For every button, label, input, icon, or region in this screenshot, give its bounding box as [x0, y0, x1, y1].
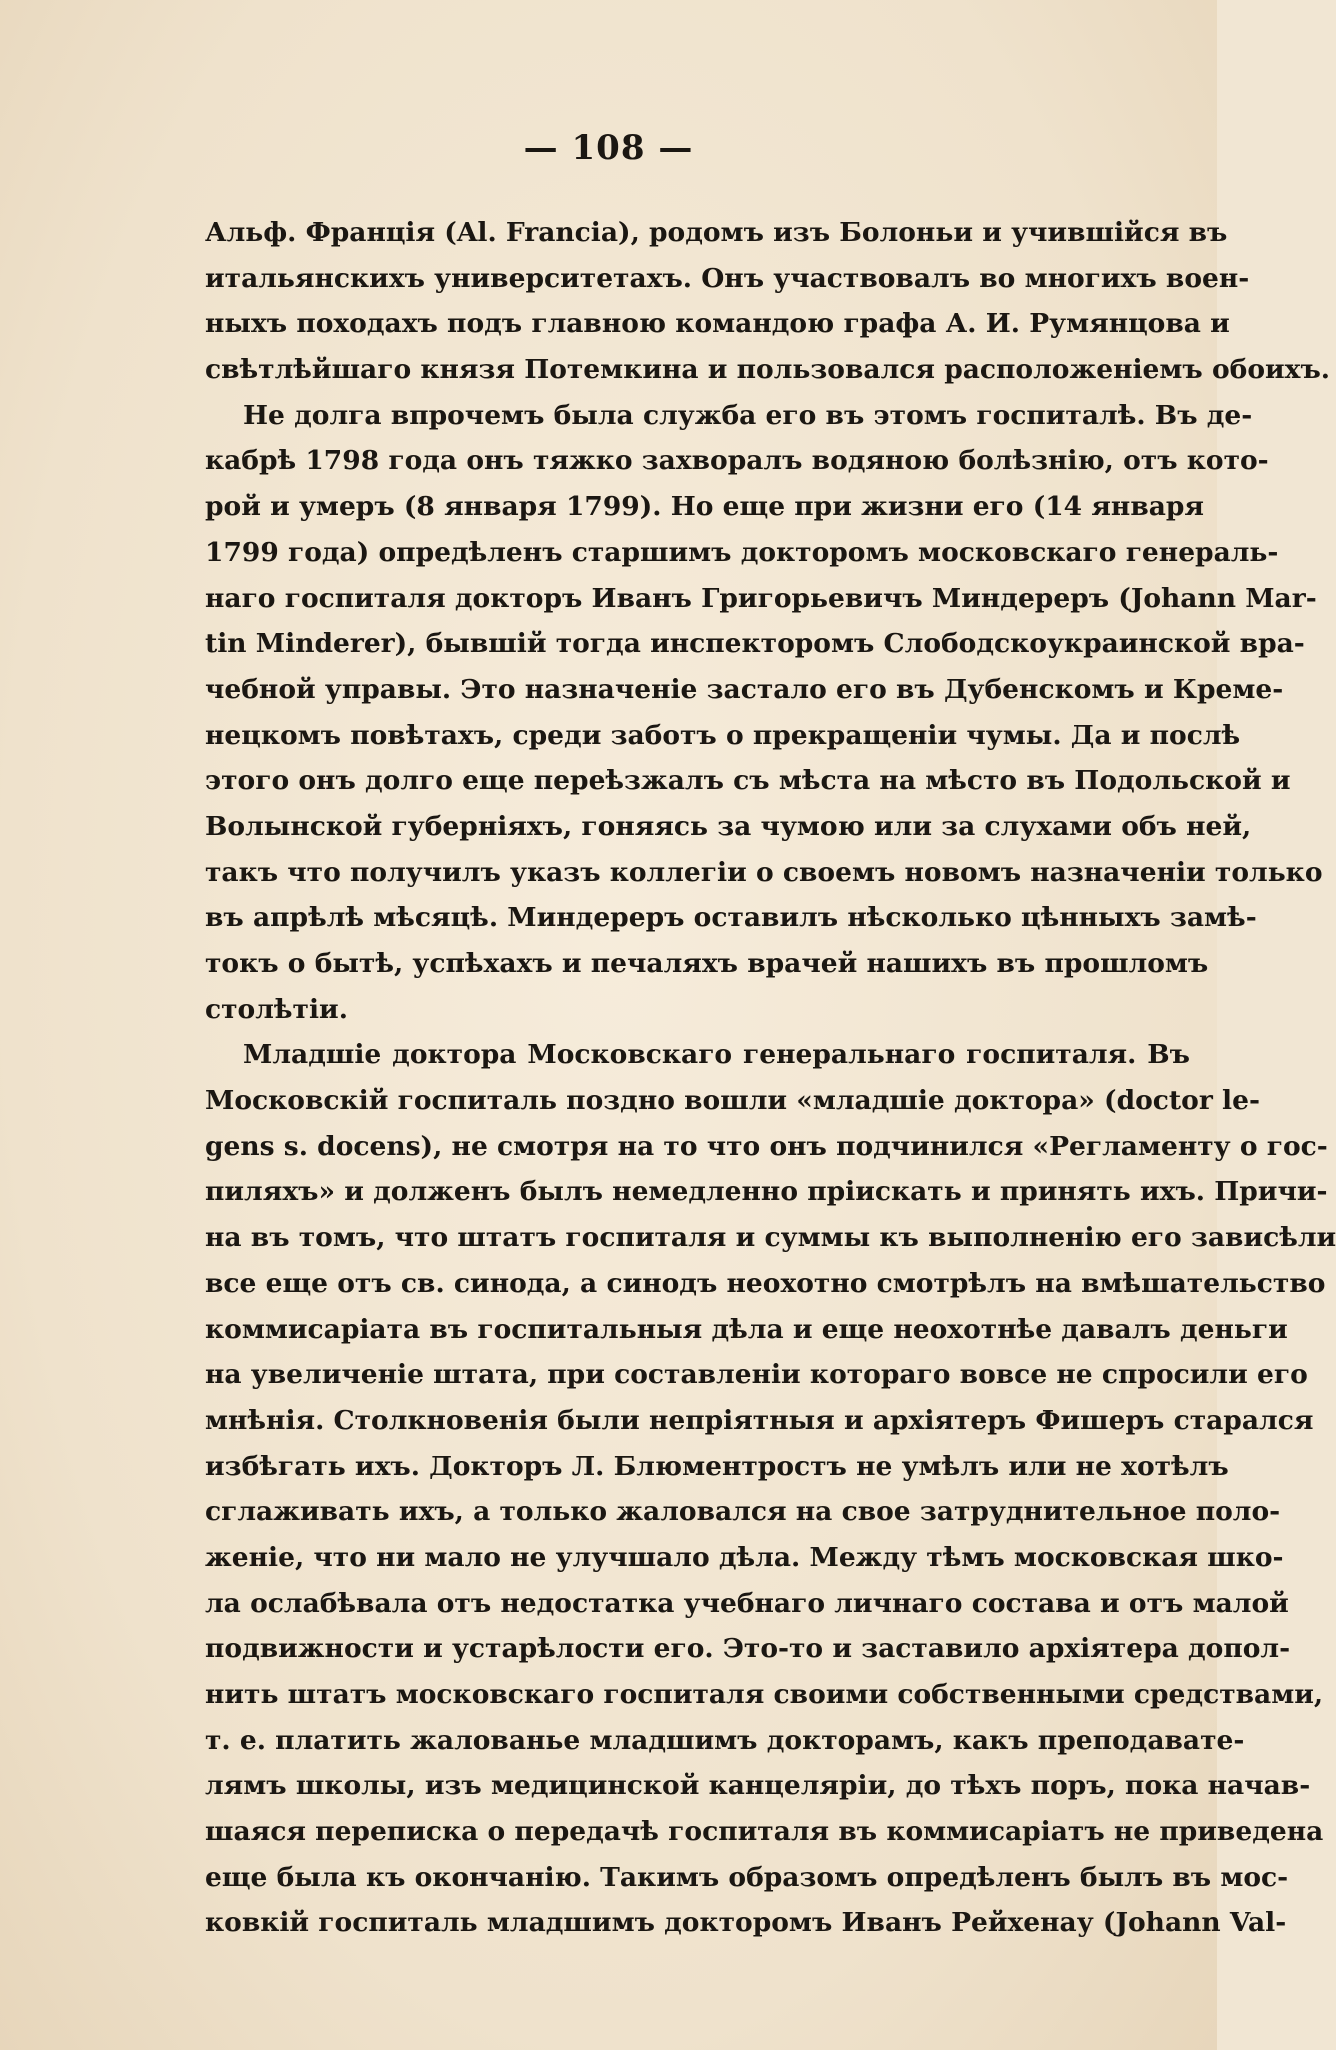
- text-line: такъ что получилъ указъ коллегiи о своемъ новомъ назначенiи только: [205, 856, 1323, 888]
- text-line: нить штатъ московскаго госпиталя своими собственными средствами,: [205, 1679, 1324, 1710]
- text-line: въ апрѣлѣ мѣсяцѣ. Миндереръ оставилъ нѣсколько цѣнныхъ замѣ-: [205, 902, 1257, 934]
- text-line: Волынской губернiяхъ, гоняясь за чумою или за слухами объ ней,: [205, 810, 1252, 842]
- text-line: шаяся переписка о передачѣ госпиталя въ коммисарiатъ не приведена: [205, 1816, 1324, 1848]
- text-line: кабрѣ 1798 года онъ тяжко захворалъ водяною болѣзнiю, отъ кото-: [205, 445, 1269, 477]
- text-line: лямъ школы, изъ медицинской канцелярiи, до тѣхъ поръ, пока начав-: [205, 1770, 1311, 1802]
- text-line: итальянскихъ университетахъ. Онъ участвовалъ во многихъ воен-: [205, 262, 1250, 294]
- text-line: чебной управы. Это назначенiе застало его въ Дубенскомъ и Креме-: [205, 673, 1284, 705]
- text-line: на въ томъ, что штатъ госпиталя и суммы къ выполненiю его зависѣли: [205, 1222, 1336, 1254]
- text-line: пиляхъ» и долженъ былъ немедленно прiискать и принять ихъ. Причи-: [205, 1176, 1328, 1208]
- text-line: еще была къ окончанiю. Такимъ образомъ опредѣленъ былъ въ мос-: [205, 1861, 1289, 1893]
- text-line: все еще отъ св. синода, а синодъ неохотно смотрѣлъ на вмѣшательство: [205, 1267, 1326, 1299]
- text-line: мнѣнiя. Столкновенiя были непрiятныя и архiятеръ Фишеръ старался: [205, 1404, 1314, 1436]
- text-line: этого онъ долго еще переѣзжалъ съ мѣста на мѣсто въ Подольской и: [205, 765, 1291, 797]
- text-line: tin Minderer), бывшiй тогда инспекторомъ Слободскоукраинской вра-: [205, 628, 1305, 660]
- text-line: ковкiй госпиталь младшимъ докторомъ Иванъ Рейхенау (Johann Val-: [205, 1907, 1287, 1939]
- text-line: 1799 года) опредѣленъ старшимъ докторомъ московскаго генераль-: [205, 536, 1279, 568]
- text-line: женiе, что ни мало не улучшало дѣла. Между тѣмъ московская шко-: [205, 1541, 1284, 1573]
- text-line: нецкомъ повѣтахъ, среди заботъ о прекращенiи чумы. Да и послѣ: [205, 719, 1241, 751]
- page-number: — 108 —: [523, 128, 694, 168]
- text-line: свѣтлѣйшаго князя Потемкина и пользовался расположенiемъ обоихъ.: [205, 354, 1331, 386]
- text-line: на увеличенiе штата, при составленiи котораго вовсе не спросили его: [205, 1359, 1308, 1391]
- text-line: наго госпиталя докторъ Иванъ Григорьевичъ Миндереръ (Johann Mar-: [205, 582, 1317, 614]
- text-line: ла ослабѣвала отъ недостатка учебнаго личнаго состава и отъ малой: [205, 1587, 1289, 1619]
- text-line: коммисарiата въ госпитальныя дѣла и еще неохотнѣе давалъ деньги: [205, 1313, 1288, 1345]
- text-line: Не долга впрочемъ была служба его въ этомъ госпиталѣ. Въ де-: [243, 399, 1253, 431]
- text-line: Альф. Францiя (Al. Francia), родомъ изъ Болоньи и учившiйся въ: [205, 217, 1228, 248]
- text-line: т. е. платить жалованье младшимъ докторамъ, какъ преподавате-: [205, 1724, 1245, 1756]
- text-line: токъ о бытѣ, успѣхахъ и печаляхъ врачей нашихъ въ прошломъ: [205, 948, 1209, 979]
- text-line: Московскiй госпиталь поздно вошли «младшiе доктора» (doctor le-: [205, 1085, 1260, 1117]
- text-line: gens s. docens), не смотря на то что онъ подчинился «Регламенту о гос-: [205, 1130, 1328, 1162]
- body-text: [205, 210, 1336, 1946]
- text-line: рой и умеръ (8 января 1799). Но еще при жизни его (14 января: [205, 491, 1205, 523]
- text-line: ныхъ походахъ подъ главною командою графа А. И. Румянцова и: [205, 308, 1230, 340]
- text-line: избѣгать ихъ. Докторъ Л. Блюментростъ не умѣлъ или не хотѣлъ: [205, 1450, 1229, 1482]
- text-line: сглаживать ихъ, а только жаловался на свое затруднительное поло-: [205, 1496, 1281, 1528]
- text-line: столѣтiи.: [205, 993, 348, 1025]
- text-line: подвижности и устарѣлости его. Это-то и заставило архiятера допол-: [205, 1633, 1291, 1665]
- section-heading-line: Младшiе доктора Московскаго генеральнаго госпиталя. Въ: [243, 1039, 1190, 1071]
